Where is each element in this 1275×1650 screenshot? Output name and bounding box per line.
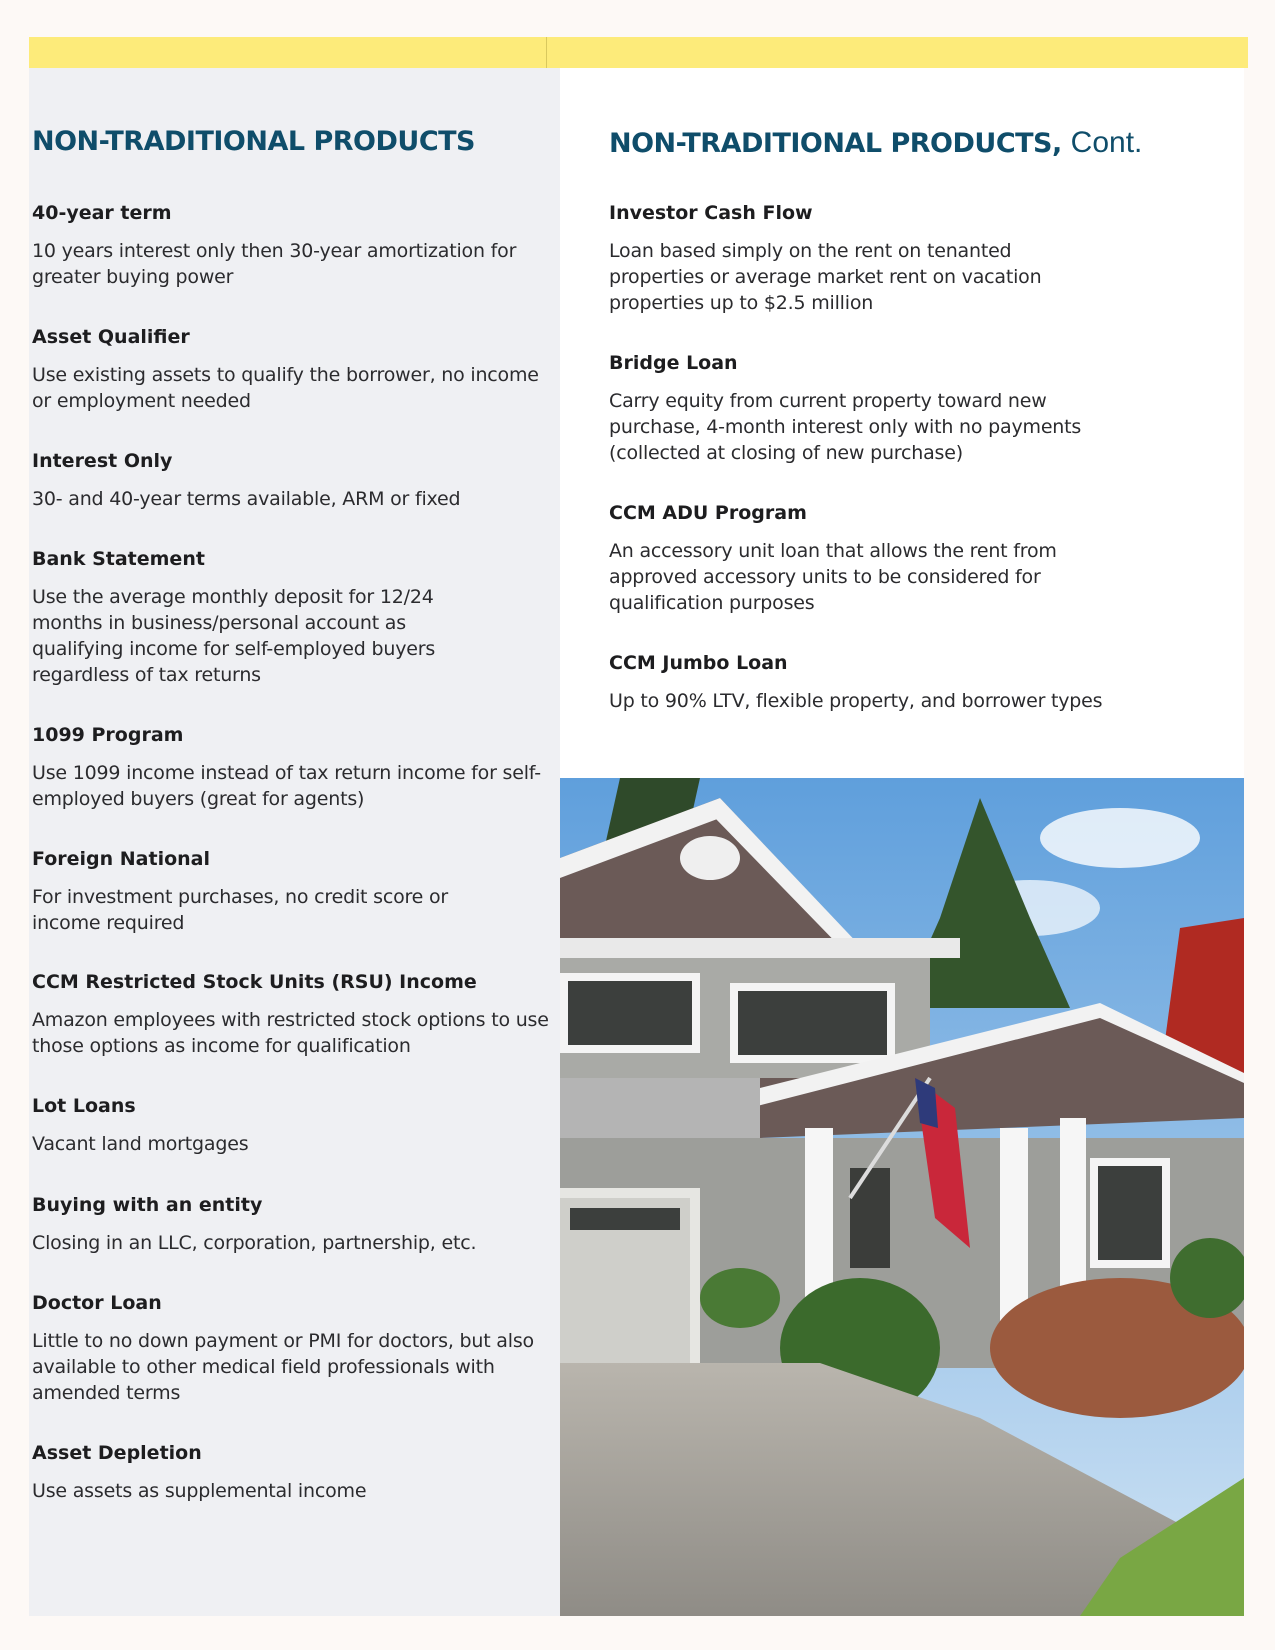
product-description: Carry equity from current property toward new purchase, 4-month interest only with no payments (collected at closing of new purchase): [609, 390, 1082, 464]
product-title: Bank Statement: [32, 548, 205, 570]
product-description: Closing in an LLC, corporation, partnership, etc.: [32, 1232, 477, 1254]
product-description: Loan based simply on the rent on tenanted properties or average market rent on vacation properties up to $2.5 million: [609, 240, 1042, 314]
accent-bar-divider: [546, 37, 547, 68]
right-heading: [609, 126, 1142, 160]
product-item: [32, 1094, 552, 1157]
product-item: [32, 1441, 552, 1504]
product-title: Doctor Loan: [32, 1292, 162, 1314]
product-title: Bridge Loan: [609, 352, 738, 374]
product-description: Use 1099 income instead of tax return income for self-employed buyers (great for agents): [32, 762, 541, 810]
product-title: Asset Qualifier: [32, 326, 190, 348]
product-item: [32, 449, 552, 512]
product-description: 30- and 40-year terms available, ARM or fixed: [32, 488, 461, 510]
product-title: Asset Depletion: [32, 1442, 202, 1464]
product-item: [609, 501, 1169, 616]
product-description: For investment purchases, no credit score or income required: [32, 886, 449, 934]
product-description: Vacant land mortgages: [32, 1133, 249, 1155]
product-description: Use assets as supplemental income: [32, 1480, 367, 1502]
house-photo: [560, 778, 1244, 1616]
left-heading: NON-TRADITIONAL PRODUCTS: [32, 126, 476, 157]
product-title: 1099 Program: [32, 724, 184, 746]
product-title: Interest Only: [32, 450, 173, 472]
product-description: Use existing assets to qualify the borrower, no income or employment needed: [32, 364, 539, 412]
product-title: 40-year term: [32, 202, 172, 224]
product-item: [32, 970, 552, 1059]
product-item: [609, 651, 1169, 714]
product-description: 10 years interest only then 30-year amortization for greater buying power: [32, 240, 517, 288]
product-description: An accessory unit loan that allows the rent from approved accessory units to be considered for qualification purposes: [609, 540, 1057, 614]
product-title: Investor Cash Flow: [609, 202, 813, 224]
product-title: CCM Restricted Stock Units (RSU) Income: [32, 971, 477, 993]
product-item: [32, 201, 552, 290]
product-title: Foreign National: [32, 848, 211, 870]
product-item: [32, 325, 552, 414]
product-item: [32, 847, 552, 936]
right-heading-suffix: Cont.: [1070, 126, 1143, 159]
product-item: [609, 201, 1169, 316]
product-item: [609, 351, 1169, 466]
product-description: Amazon employees with restricted stock options to use those options as income for qualification: [32, 1009, 549, 1057]
product-title: Lot Loans: [32, 1095, 136, 1117]
product-description: Little to no down payment or PMI for doctors, but also available to other medical field professionals with amended terms: [32, 1330, 534, 1404]
product-title: CCM ADU Program: [609, 502, 807, 524]
product-description: Up to 90% LTV, flexible property, and borrower types: [609, 690, 1103, 712]
product-item: [32, 1291, 552, 1406]
product-item: [32, 547, 552, 688]
top-accent-bar: [29, 37, 1248, 68]
product-title: CCM Jumbo Loan: [609, 652, 788, 674]
product-item: [32, 1193, 552, 1256]
product-item: [32, 723, 552, 812]
product-description: Use the average monthly deposit for 12/24 months in business/personal account as qualifying income for self-employed buyers regardless of tax returns: [32, 586, 436, 686]
product-title: Buying with an entity: [32, 1194, 263, 1216]
right-heading-main: NON-TRADITIONAL PRODUCTS,: [609, 128, 1062, 159]
